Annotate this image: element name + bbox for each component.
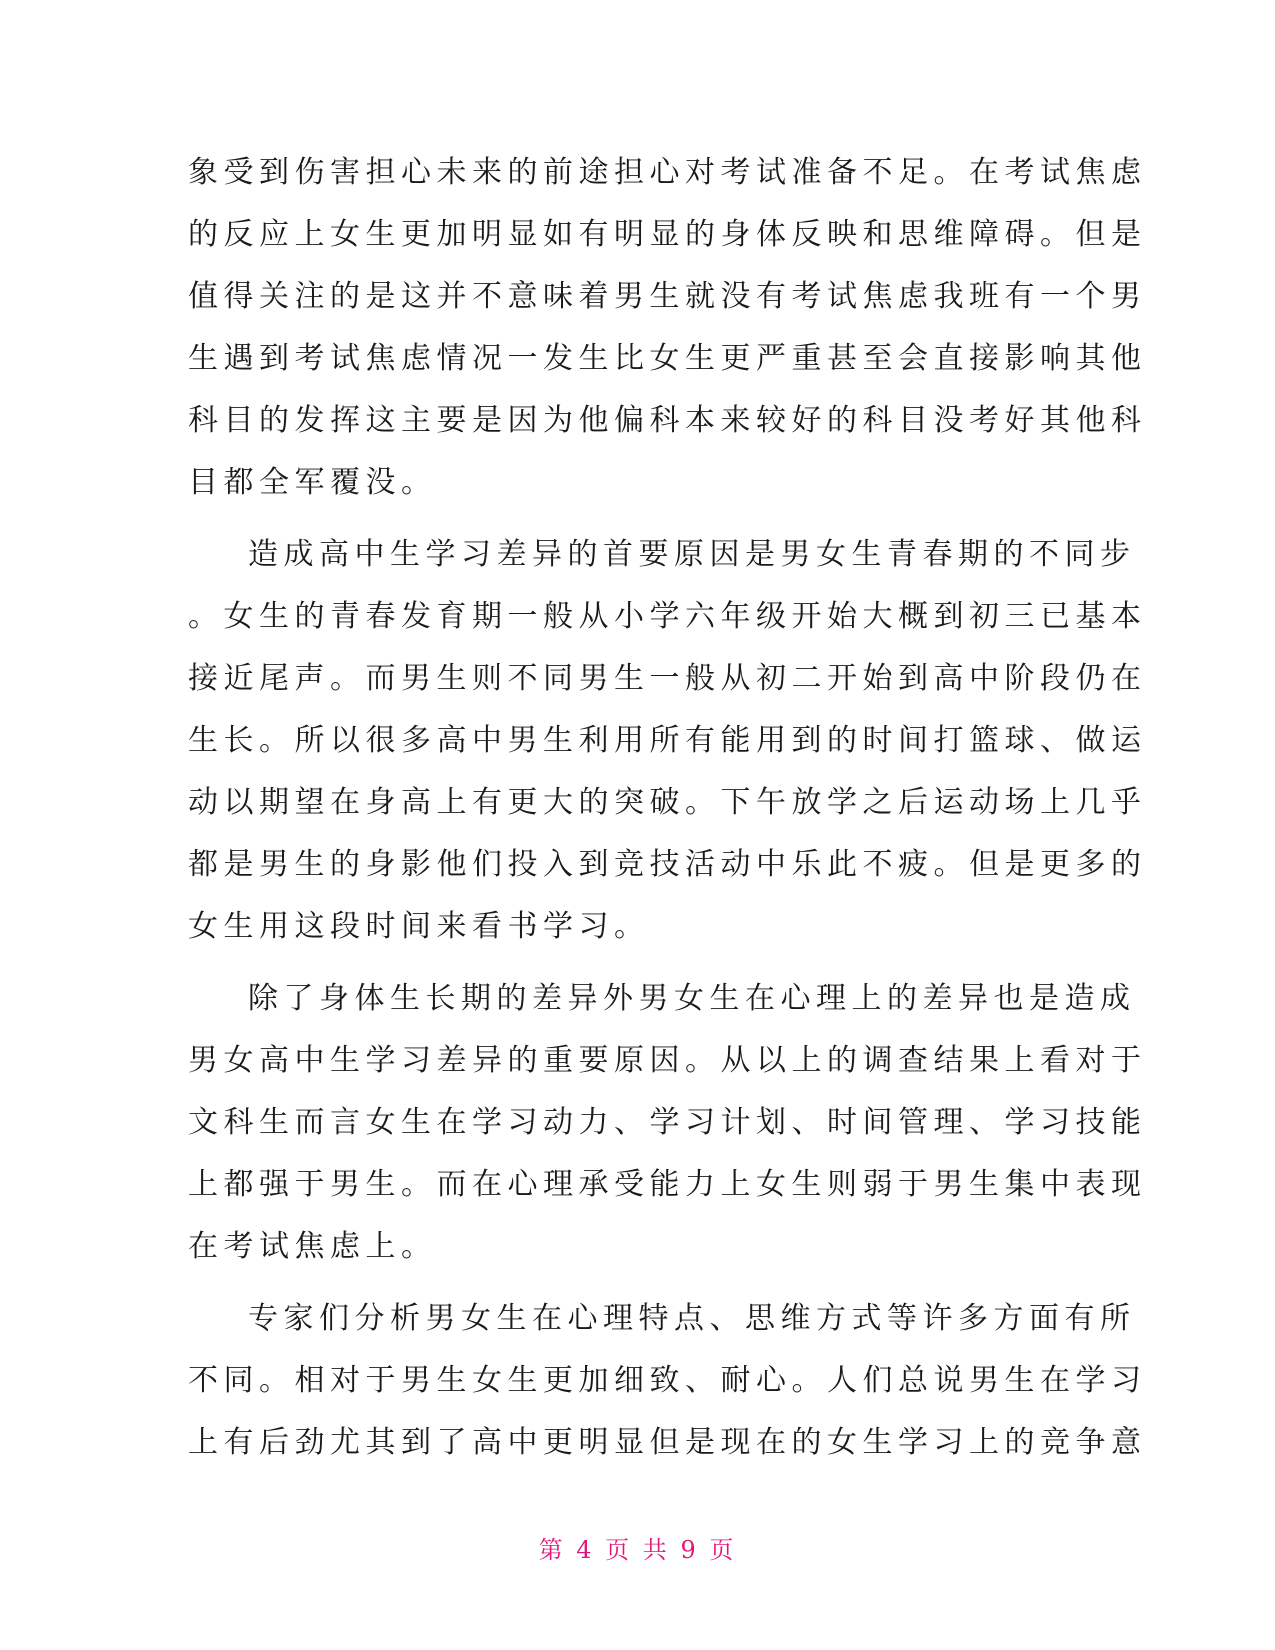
text-line: 目都全军覆没。 [188,465,437,500]
paragraph-2 [188,524,1147,958]
text-line: 值得关注的是这并不意味着男生就没有考试焦虑我班有一个男 [188,279,1147,314]
body-text [188,142,1147,1474]
text-line: 上有后劲尤其到了高中更明显但是现在的女生学习上的竞争意 [188,1425,1147,1460]
paragraph-1 [188,142,1147,514]
text-line: 男女高中生学习差异的重要原因。从以上的调查结果上看对于 [188,1043,1147,1078]
paragraph-3 [188,968,1147,1278]
text-line: 文科生而言女生在学习动力、学习计划、时间管理、学习技能 [188,1105,1147,1140]
text-line: 造成高中生学习差异的首要原因是男女生青春期的不同步 [248,537,1136,572]
text-line: 动以期望在身高上有更大的突破。下午放学之后运动场上几乎 [188,785,1147,820]
text-line: 专家们分析男女生在心理特点、思维方式等许多方面有所 [248,1301,1136,1336]
text-line: 除了身体生长期的差异外男女生在心理上的差异也是造成 [248,981,1136,1016]
text-line: 在考试焦虑上。 [188,1229,437,1264]
paragraph-4 [188,1288,1147,1474]
text-line: 不同。相对于男生女生更加细致、耐心。人们总说男生在学习 [188,1363,1147,1398]
text-line: 的反应上女生更加明显如有明显的身体反映和思维障碍。但是 [188,217,1147,252]
text-line: 上都强于男生。而在心理承受能力上女生则弱于男生集中表现 [188,1167,1147,1202]
paragraph-gap [188,514,1080,524]
text-line: 象受到伤害担心未来的前途担心对考试准备不足。在考试焦虑 [188,155,1147,190]
text-line: 。女生的青春发育期一般从小学六年级开始大概到初三已基本 [188,599,1147,634]
page-number-footer: 第 4 页 共 9 页 [538,1536,737,1564]
paragraph-gap [188,958,1080,968]
text-line: 女生用这段时间来看书学习。 [188,909,650,944]
text-line: 生长。所以很多高中男生利用所有能用到的时间打篮球、做运 [188,723,1147,758]
text-line: 科目的发挥这主要是因为他偏科本来较好的科目没考好其他科 [188,403,1147,438]
text-line: 都是男生的身影他们投入到竞技活动中乐此不疲。但是更多的 [188,847,1147,882]
paragraph-gap [188,1278,1080,1288]
text-line: 接近尾声。而男生则不同男生一般从初二开始到高中阶段仍在 [188,661,1147,696]
text-line: 生遇到考试焦虑情况一发生比女生更严重甚至会直接影响其他 [188,341,1147,376]
